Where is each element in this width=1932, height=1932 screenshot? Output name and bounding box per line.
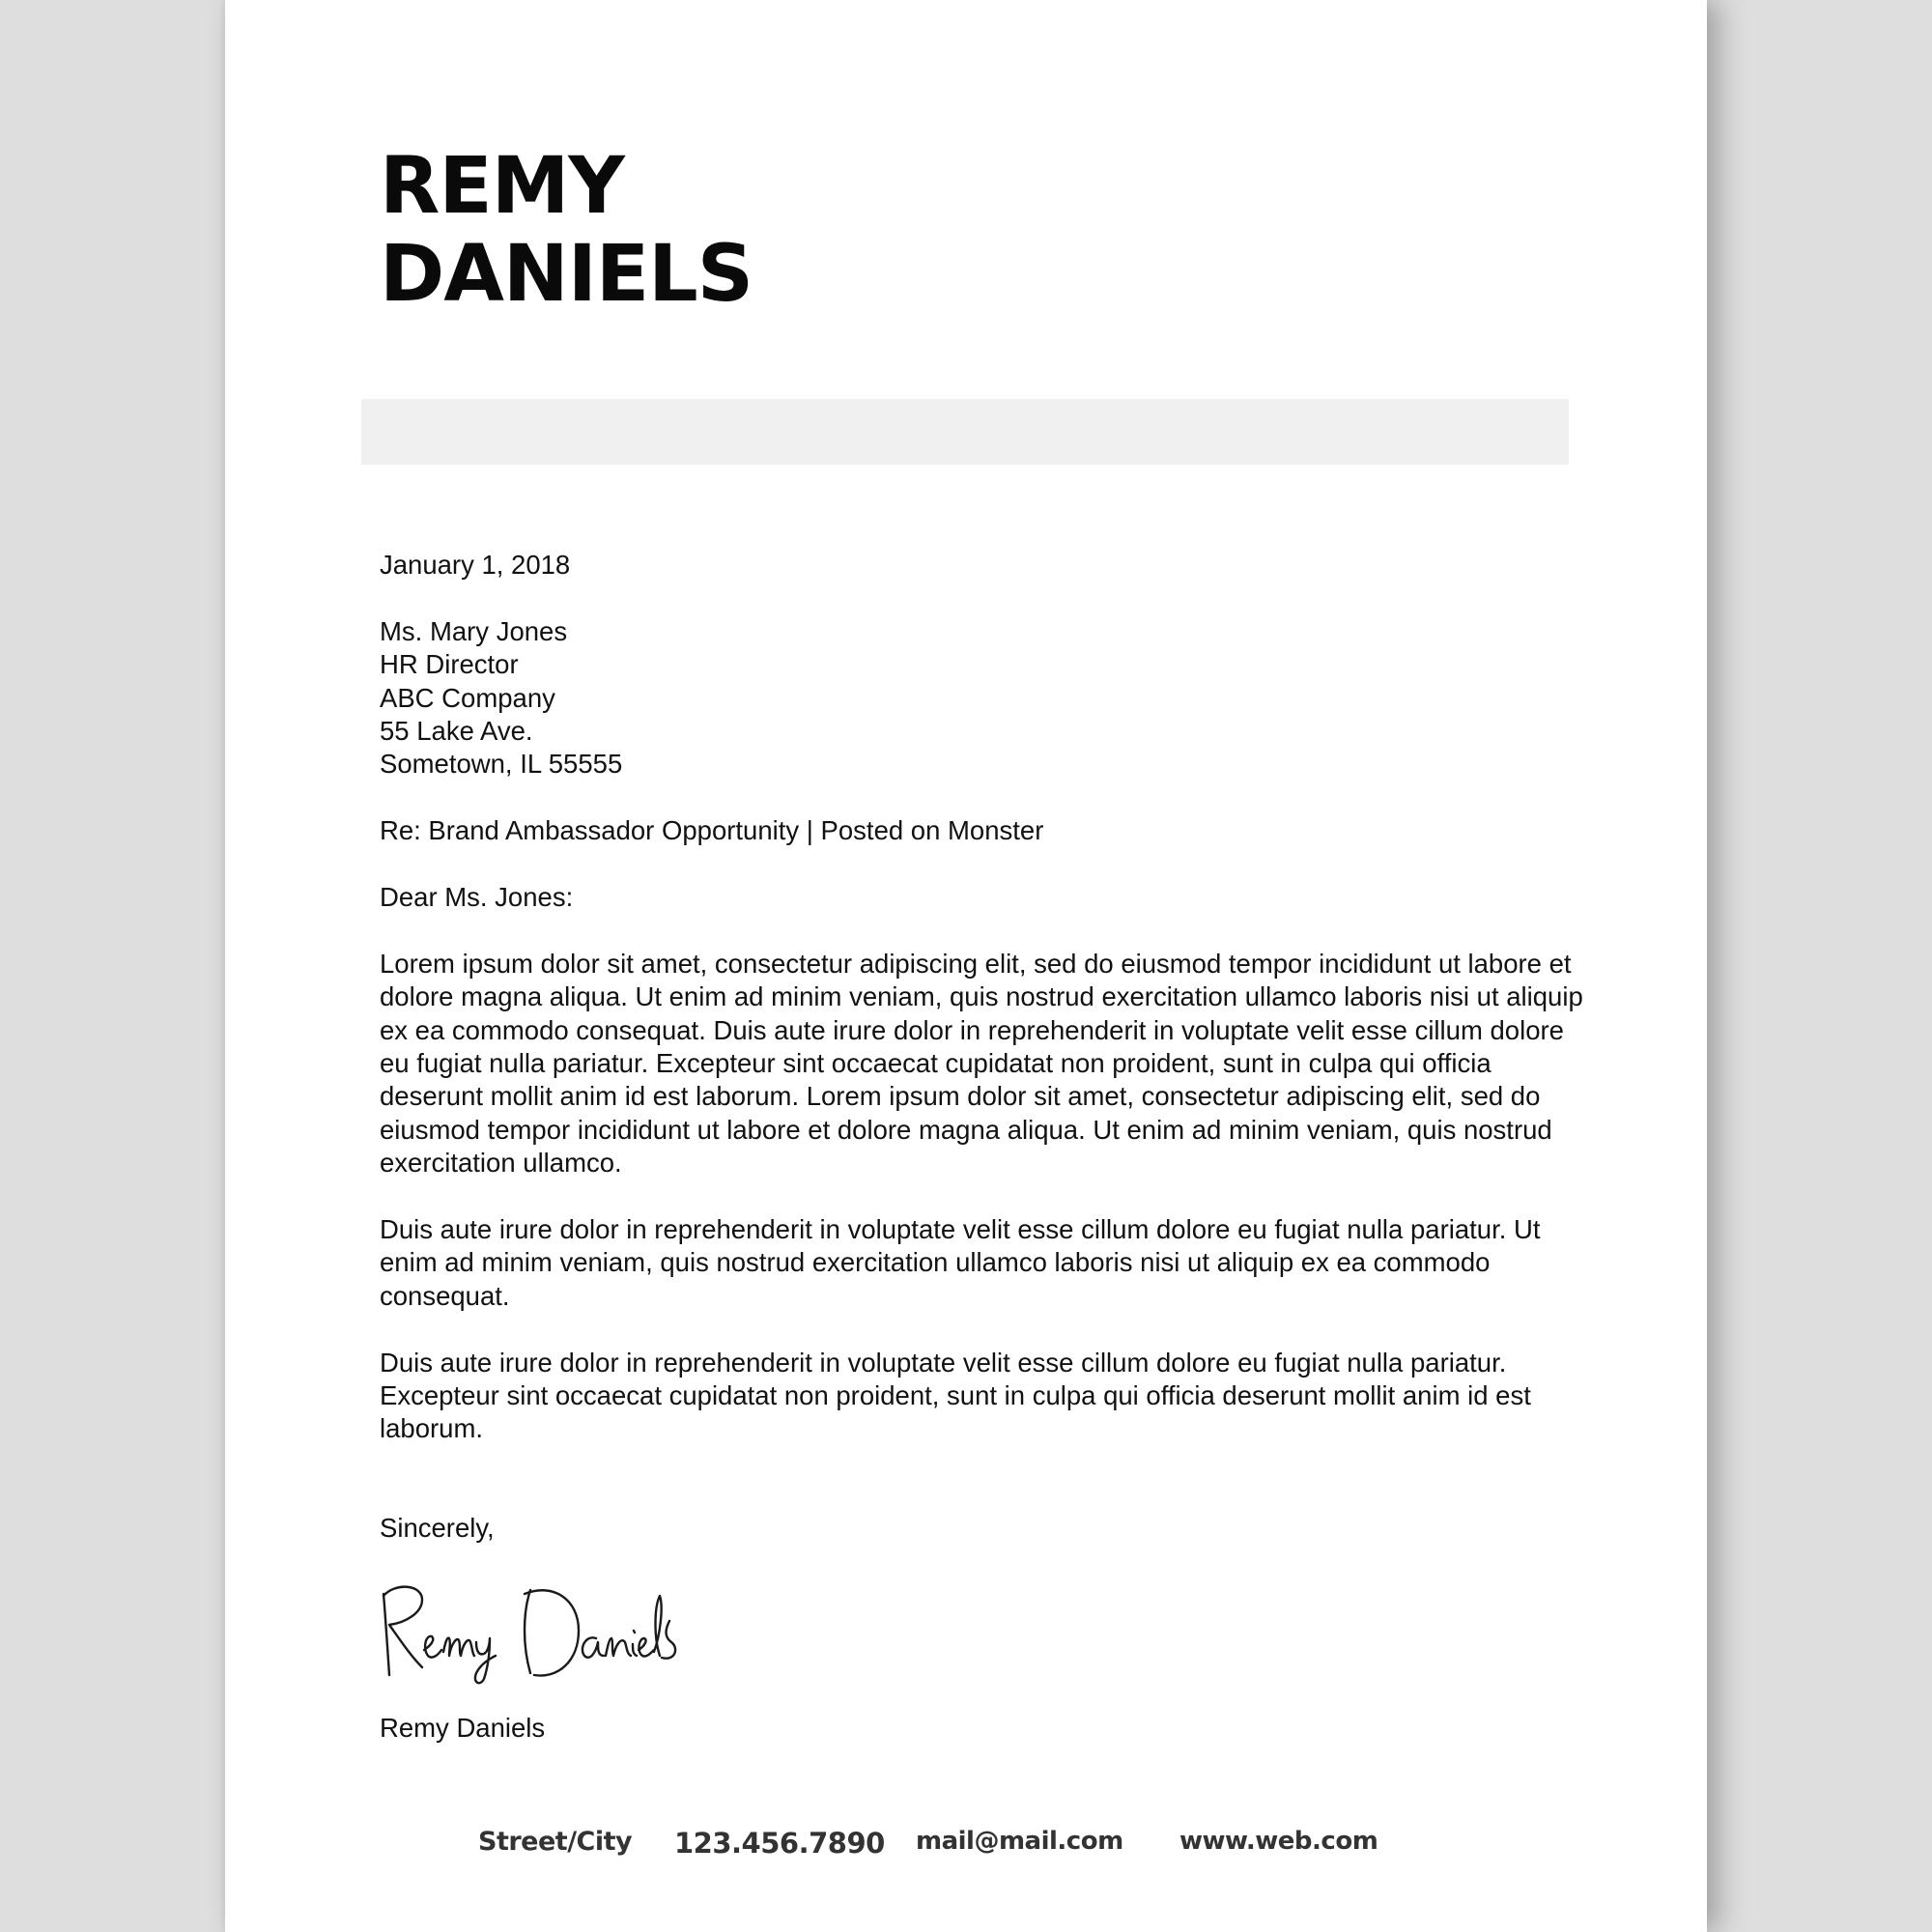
- applicant-name-heading: [380, 143, 753, 319]
- footer-phone: 123.456.7890: [674, 1827, 885, 1860]
- first-name: REMY: [380, 141, 624, 232]
- last-name: DANIELS: [380, 229, 753, 320]
- body-paragraph-2: Duis aute irure dolor in reprehenderit in voluptate velit esse cillum dolore eu fugiat nulla pariatur. Ut enim ad minim veniam, quis nostrud exercitation ullamco laboris nisi ut aliquip ex ea commodo consequat.: [380, 1214, 1541, 1311]
- handwritten-signature: [380, 1578, 689, 1687]
- closing: Sincerely,: [380, 1512, 495, 1543]
- footer-website: www.web.com: [1179, 1827, 1378, 1856]
- footer-email: mail@mail.com: [916, 1827, 1123, 1856]
- recipient-name: Ms. Mary Jones: [380, 615, 568, 646]
- recipient-street: 55 Lake Ave.: [380, 716, 533, 747]
- header-divider-bar: [361, 399, 1569, 465]
- recipient-address-block: [380, 615, 1587, 781]
- body-paragraph-1: Lorem ipsum dolor sit amet, consectetur adipiscing elit, sed do eiusmod tempor incididunt ut labore et dolore magna aliqua. Ut enim ad minim veniam, quis nostrud exercitation ullamco laboris nisi ut aliquip ex ea commodo consequat. Duis aute irure dolor in reprehenderit in voluptate velit esse cillum dolore eu fugiat nulla pariatur. Excepteur sint occaecat cupidatat non proident, sunt in culpa qui officia deserunt mollit anim id est laborum. Lorem ipsum dolor sit amet, consectetur adipiscing elit, sed do eiusmod tempor incididunt ut labore et dolore magna aliqua. Ut enim ad minim veniam, quis nostrud exercitation ullamco.: [380, 948, 1583, 1179]
- subject-line: Re: Brand Ambassador Opportunity | Posted on Monster: [380, 815, 1044, 846]
- salutation: Dear Ms. Jones:: [380, 882, 574, 913]
- letter-date: January 1, 2018: [380, 550, 571, 580]
- contact-footer: [225, 1827, 1707, 1865]
- recipient-city: Sometown, IL 55555: [380, 749, 623, 780]
- recipient-company: ABC Company: [380, 682, 555, 713]
- letter-page: [225, 0, 1707, 1932]
- recipient-title: HR Director: [380, 649, 519, 680]
- body-paragraph-3: Duis aute irure dolor in reprehenderit in voluptate velit esse cillum dolore eu fugiat nulla pariatur. Excepteur sint occaecat cupidatat non proident, sunt in culpa qui officia deserunt mollit anim id est laborum.: [380, 1347, 1531, 1444]
- signer-name: Remy Daniels: [380, 1712, 546, 1743]
- footer-street: Street/City: [478, 1827, 633, 1857]
- letter-body: [380, 549, 1587, 1777]
